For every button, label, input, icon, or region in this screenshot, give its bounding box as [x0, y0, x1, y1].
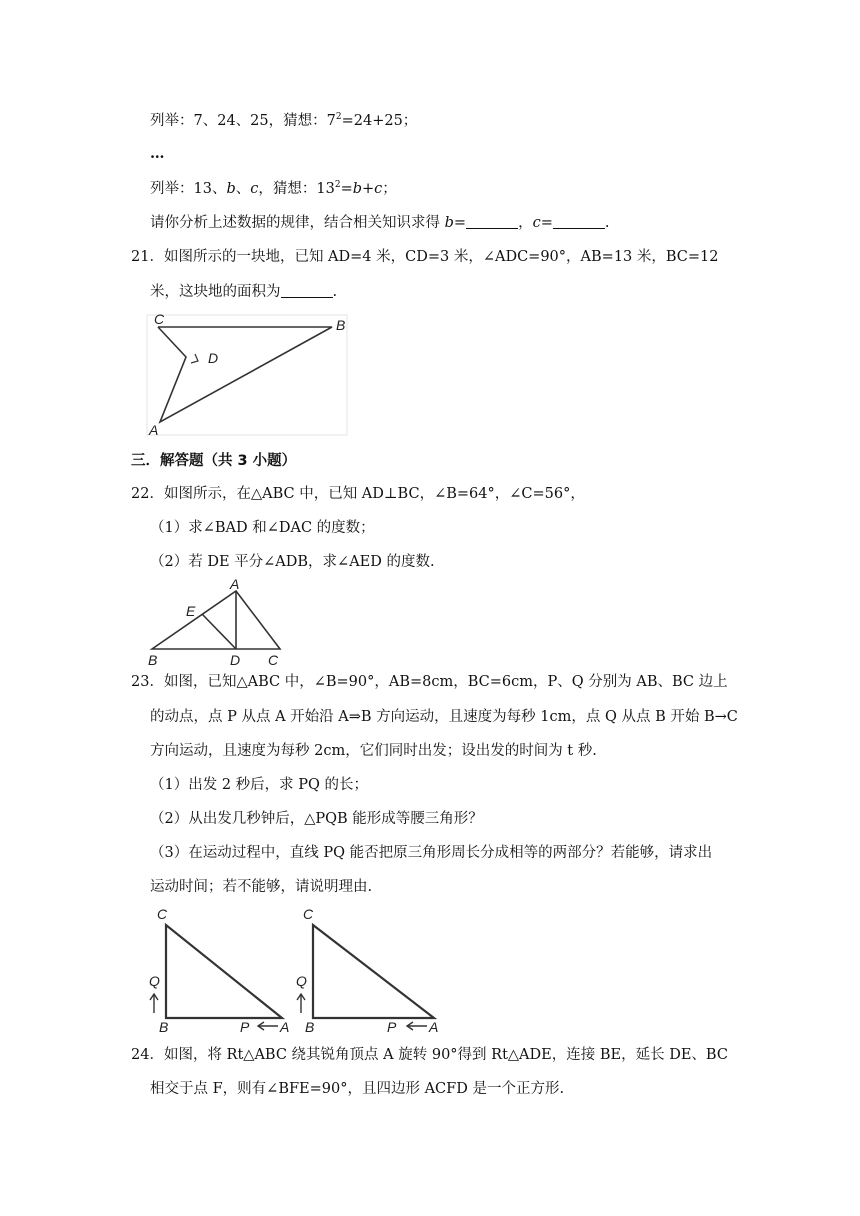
q22-part-2: （2）若 DE 平分∠ADB，求∠AED 的度数.: [150, 554, 435, 570]
question-number: 22．: [131, 486, 164, 502]
var-c: c: [250, 181, 259, 197]
q21-line-2: [150, 282, 337, 302]
text: =: [540, 215, 553, 231]
label-c: C: [157, 906, 168, 922]
var-b: b: [444, 215, 454, 231]
enumeration-line-3: [150, 213, 609, 233]
answer-blank-b[interactable]: [466, 214, 518, 229]
var-b: b: [352, 181, 363, 197]
question-text: 如图，将 Rt△ABC 绕其锐角顶点 A 旋转 90°得到 Rt△ADE，连接 BE，延长 DE、BC: [163, 1047, 728, 1063]
label-b: B: [148, 652, 158, 668]
ellipsis: …: [150, 145, 165, 162]
text: ；: [382, 181, 397, 197]
answer-blank-c[interactable]: [553, 214, 605, 229]
triangle-abc: [152, 591, 280, 649]
question-number: 21．: [131, 249, 164, 265]
superscript: 2: [334, 180, 341, 190]
var-b: b: [226, 181, 236, 197]
q22-figure: [146, 578, 286, 668]
label-a: A: [429, 1019, 439, 1035]
q22-part-1: （1）求∠BAD 和∠DAC 的度数；: [150, 520, 375, 536]
section-heading: 三．解答题（共 3 小题）: [131, 453, 297, 469]
var-c: c: [532, 215, 541, 231]
question-number: 24．: [131, 1047, 164, 1063]
label-c: C: [303, 906, 314, 922]
q23-line-1: [131, 672, 728, 692]
text: .: [604, 215, 610, 231]
answer-blank-area[interactable]: [281, 283, 333, 298]
text: =: [453, 215, 467, 231]
q23-part-1: （1）出发 2 秒后，求 PQ 的长；: [150, 777, 369, 793]
label-c: C: [154, 311, 165, 327]
q24-line-2: 相交于点 F，则有∠BFE=90°，且四边形 ACFD 是一个正方形.: [150, 1081, 565, 1097]
text: 列举：13、: [150, 181, 227, 197]
q23-part-3-line-2: 运动时间；若不能够，请说明理由.: [150, 879, 373, 895]
text: 列举：7、24、25，猜想：7: [150, 113, 336, 129]
question-text: 如图，已知△ABC 中，∠B=90°，AB=8cm，BC=6cm，P、Q 分别为 AB、BC 边上: [163, 674, 728, 690]
label-b: B: [336, 317, 346, 333]
question-text: 如图所示的一块地，已知 AD=4 米，CD=3 米，∠ADC=90°，AB=13 米，BC=12: [163, 249, 719, 265]
label-a: A: [230, 576, 240, 592]
q24-line-1: [131, 1045, 728, 1065]
q23-part-3-line-1: （3）在运动过程中，直线 PQ 能否把原三角形周长分成相等的两部分？若能够，请求出: [150, 845, 713, 861]
text: ，: [518, 215, 533, 231]
label-a: A: [280, 1019, 290, 1035]
q21-figure: [145, 310, 355, 438]
triangle-abc: [166, 925, 282, 1018]
quadrilateral-abcd: [158, 327, 332, 422]
label-d: D: [208, 350, 219, 366]
text: 请你分析上述数据的规律，结合相关知识求得: [150, 215, 445, 231]
text: =24+25；: [341, 113, 418, 129]
text: =: [340, 181, 353, 197]
q21-line-1: [131, 247, 719, 267]
question-number: 23．: [131, 674, 164, 690]
text: +: [362, 181, 375, 197]
text: .: [332, 284, 338, 300]
question-text: 如图所示，在△ABC 中，已知 AD⊥BC，∠B=64°，∠C=56°，: [163, 486, 585, 502]
q23-line-3: 方向运动，且速度为每秒 2cm，它们同时出发；设出发的时间为 t 秒.: [150, 743, 597, 759]
label-c: C: [268, 652, 279, 668]
label-e: E: [186, 603, 196, 619]
bisector-de: [202, 614, 236, 649]
label-p: P: [387, 1019, 397, 1035]
label-q: Q: [296, 973, 307, 989]
figure-frame: [147, 315, 347, 435]
q23-part-2: （2）从出发几秒钟后，△PQB 能形成等腰三角形？: [150, 811, 483, 827]
enumeration-line-1: [150, 111, 417, 131]
label-d: D: [230, 652, 241, 668]
q22-line-1: [131, 484, 585, 504]
label-p: P: [240, 1019, 250, 1035]
var-c: c: [374, 181, 383, 197]
text: ，猜想：13: [258, 181, 335, 197]
text: 、: [235, 181, 251, 197]
triangle-abc: [313, 925, 434, 1018]
q23-figure-left: [144, 905, 294, 1035]
enumeration-line-2: [150, 179, 397, 199]
right-angle-mark: [191, 354, 198, 363]
q23-figure-right: [295, 905, 445, 1035]
label-b: B: [159, 1019, 169, 1035]
label-b: B: [305, 1019, 315, 1035]
superscript: 2: [335, 112, 342, 122]
question-text: 米，这块地的面积为: [150, 284, 281, 300]
label-q: Q: [149, 973, 160, 989]
label-a: A: [149, 422, 159, 438]
q23-line-2: 的动点，点 P 从点 A 开始沿 A⇒B 方向运动，且速度为每秒 1cm，点 Q 从点 B 开始 B→C: [150, 709, 738, 725]
